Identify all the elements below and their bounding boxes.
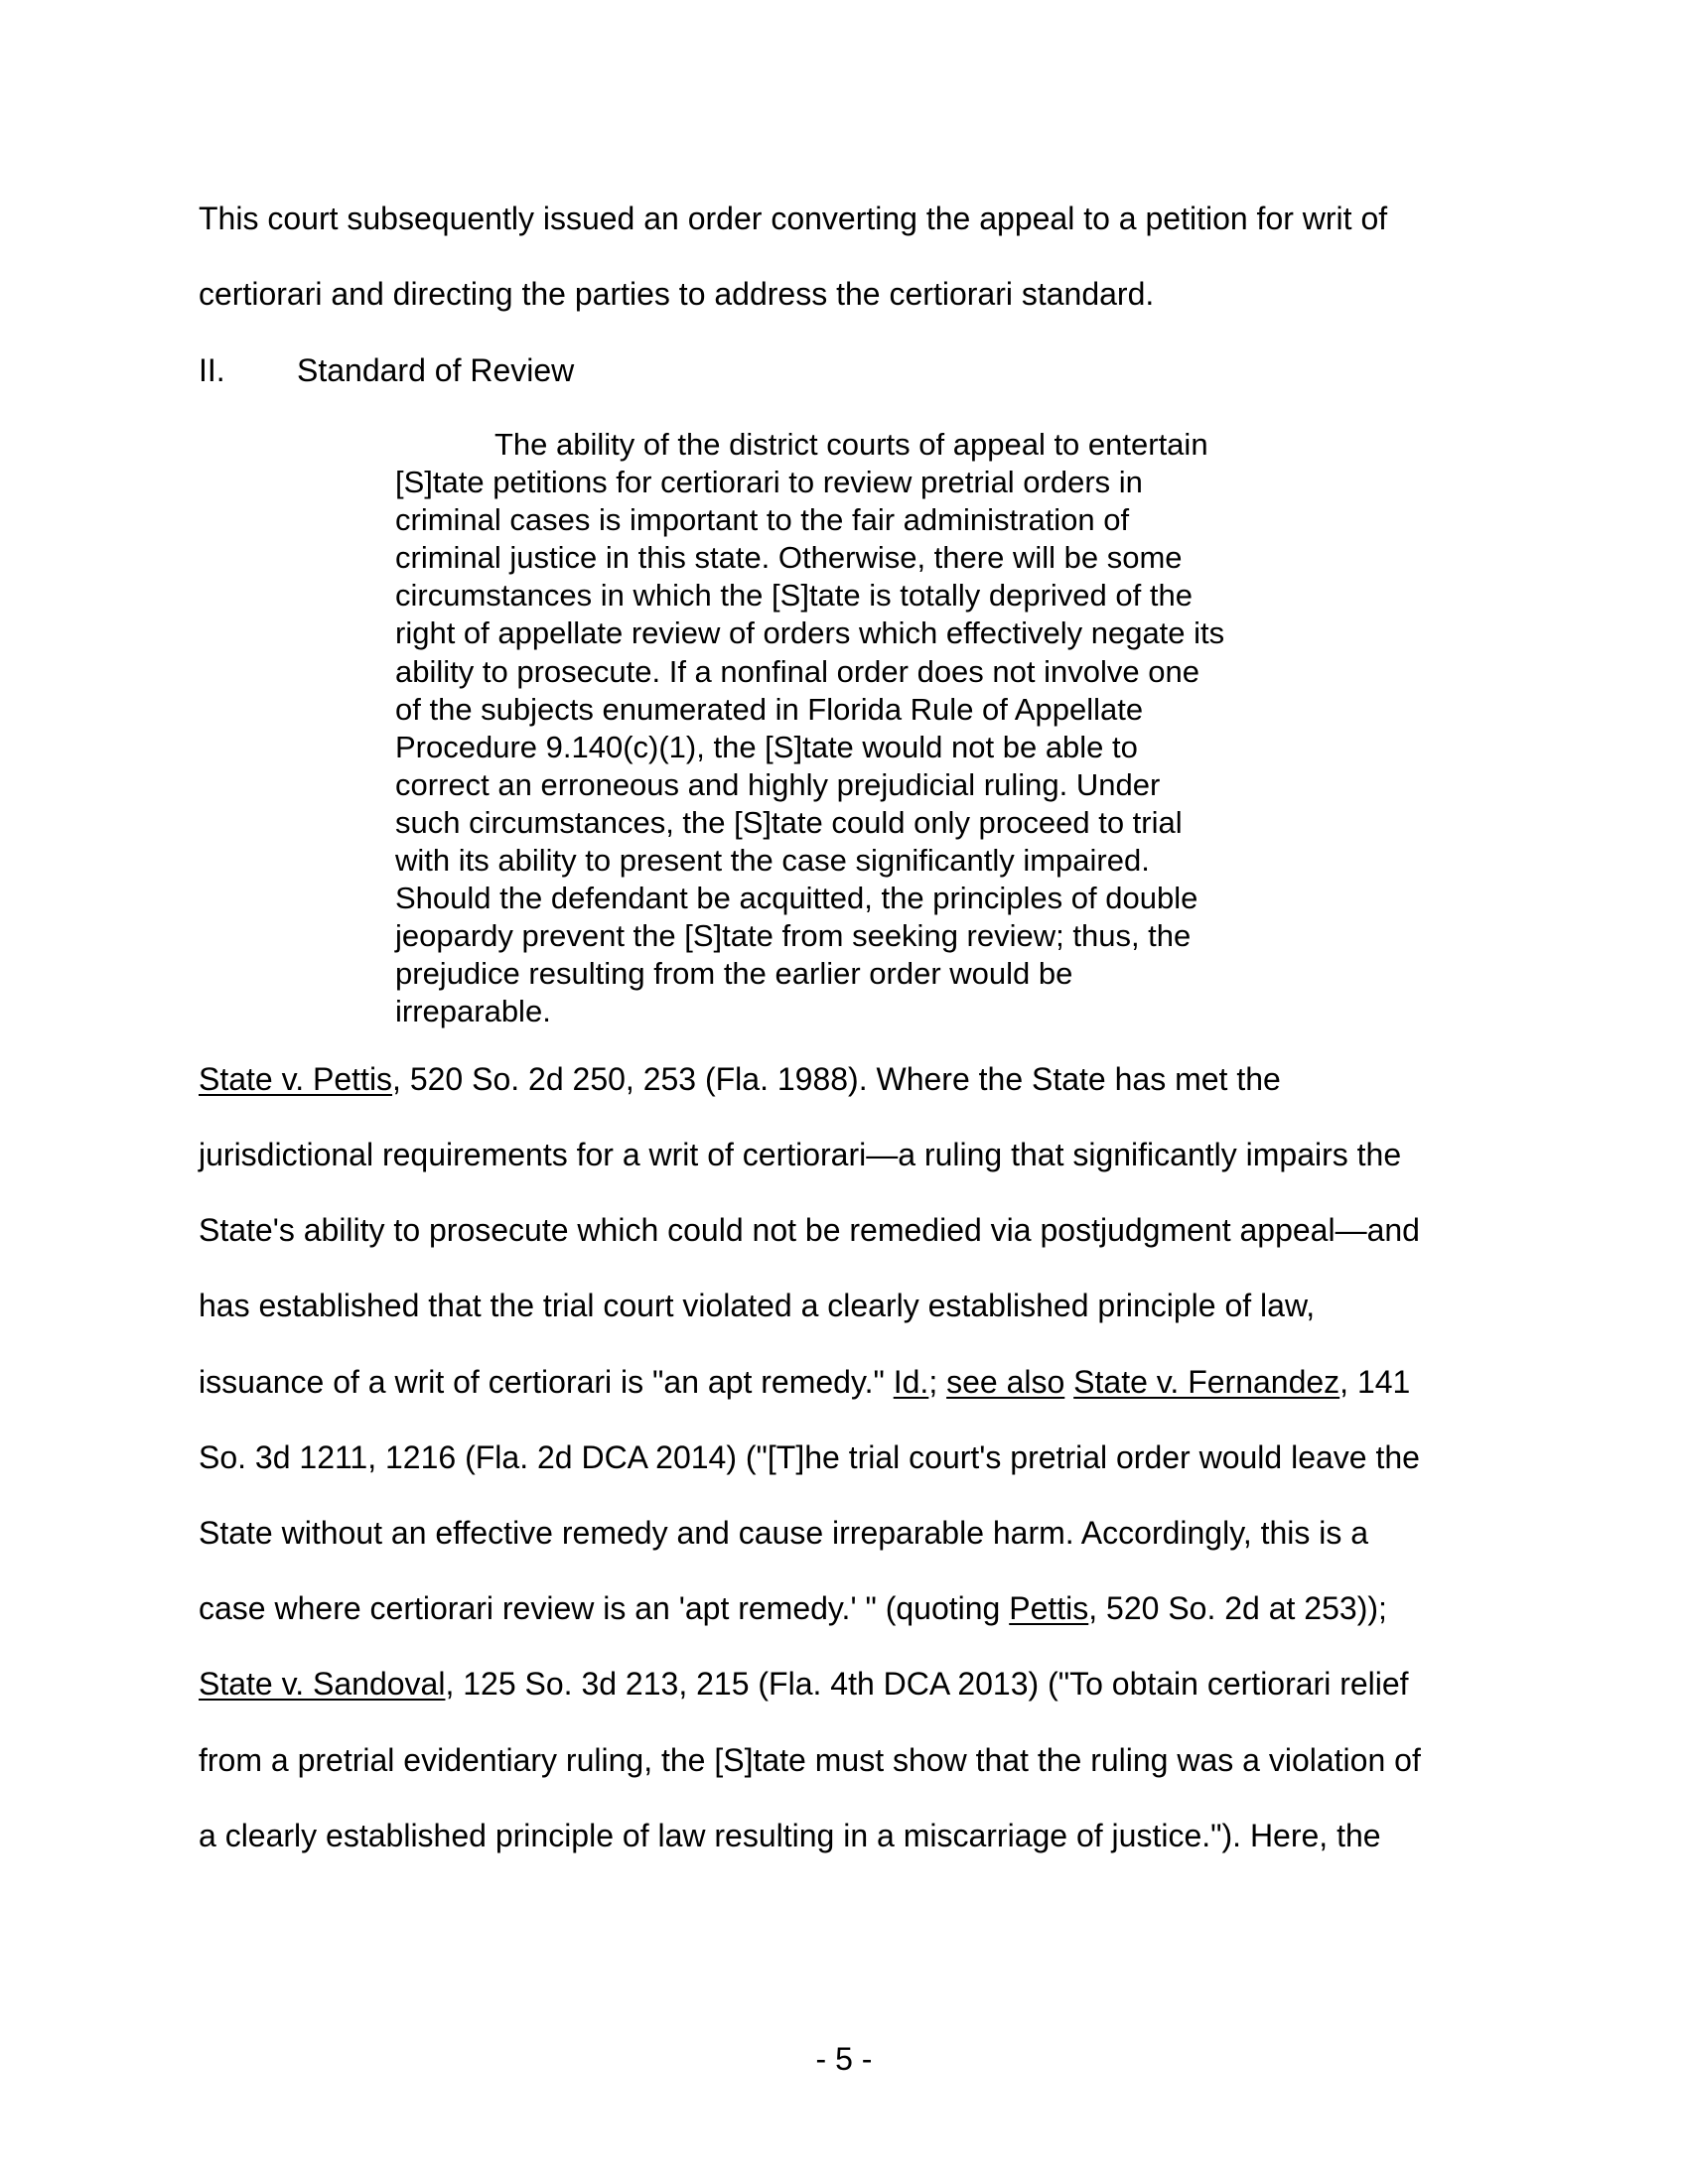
quote-line: Should the defendant be acquitted, the principles of double: [395, 881, 1198, 916]
quote-line: jeopardy prevent the [S]tate from seeking review; thus, the: [395, 918, 1192, 954]
quote-line: criminal justice in this state. Otherwise, there will be some: [395, 540, 1183, 576]
body-line-10: from a pretrial evidentiary ruling, the [S]tate must show that the ruling was a violation of: [199, 1742, 1421, 1778]
body-line-7: State without an effective remedy and cause irreparable harm. Accordingly, this is a: [199, 1515, 1369, 1551]
section-number: II.: [199, 352, 225, 388]
quote-line: Procedure 9.140(c)(1), the [S]tate would not be able to: [395, 729, 1138, 764]
body-line-11: a clearly established principle of law resulting in a miscarriage of justice."). Here, the: [199, 1818, 1381, 1853]
quote-line: of the subjects enumerated in Florida Rule of Appellate: [395, 691, 1144, 727]
case-citation-fernandez: State v. Fernandez: [1073, 1364, 1340, 1400]
body-line-4: has established that the trial court violated a clearly established principle of law,: [199, 1288, 1316, 1323]
quote-line: right of appellate review of orders which effectively negate its: [395, 615, 1225, 651]
see-also-signal: see also: [946, 1364, 1065, 1400]
quote-line: prejudice resulting from the earlier order would be: [395, 956, 1073, 992]
quote-line: criminal cases is important to the fair administration of: [395, 502, 1130, 538]
quote-line: correct an erroneous and highly prejudicial ruling. Under: [395, 766, 1161, 802]
body-line-6: So. 3d 1211, 1216 (Fla. 2d DCA 2014) ("[T]he trial court's pretrial order would leave the: [199, 1439, 1420, 1475]
page-number: - 5 -: [815, 2041, 873, 2077]
body-line-9: State v. Sandoval, 125 So. 3d 213, 215 (Fla. 4th DCA 2013) ("To obtain certiorari relief: [199, 1666, 1409, 1702]
quote-line: irreparable.: [395, 994, 551, 1029]
quote-line: The ability of the district courts of appeal to entertain: [494, 427, 1208, 462]
body-line-1: State v. Pettis, 520 So. 2d 250, 253 (Fla. 1988). Where the State has met the: [199, 1061, 1281, 1097]
body-line-8: case where certiorari review is an 'apt remedy.' " (quoting Pettis, 520 So. 2d at 253));: [199, 1590, 1387, 1626]
case-citation-sandoval: State v. Sandoval: [199, 1666, 446, 1702]
quote-line: [S]tate petitions for certiorari to review pretrial orders in: [395, 465, 1143, 500]
quote-line: ability to prosecute. If a nonfinal order does not involve one: [395, 653, 1199, 689]
case-citation-pettis-short: Pettis: [1009, 1590, 1089, 1626]
body-line-2: jurisdictional requirements for a writ of certiorari—a ruling that significantly impairs the: [199, 1137, 1402, 1172]
body-line-3: State's ability to prosecute which could not be remedied via postjudgment appeal—and: [199, 1212, 1420, 1248]
case-citation-pettis: State v. Pettis: [199, 1061, 393, 1097]
section-title: Standard of Review: [297, 352, 575, 388]
quote-line: with its ability to present the case significantly impaired.: [395, 843, 1150, 879]
body-line-5: issuance of a writ of certiorari is "an apt remedy." Id.; see also State v. Fernandez, 141: [199, 1364, 1411, 1400]
intro-line-1: This court subsequently issued an order converting the appeal to a petition for writ of: [199, 201, 1388, 236]
quote-line: circumstances in which the [S]tate is totally deprived of the: [395, 578, 1193, 614]
intro-line-2: certiorari and directing the parties to address the certiorari standard.: [199, 276, 1155, 312]
quote-line: such circumstances, the [S]tate could only proceed to trial: [395, 804, 1183, 840]
id-signal: Id.: [893, 1364, 929, 1400]
block-quote: [395, 426, 1309, 1031]
